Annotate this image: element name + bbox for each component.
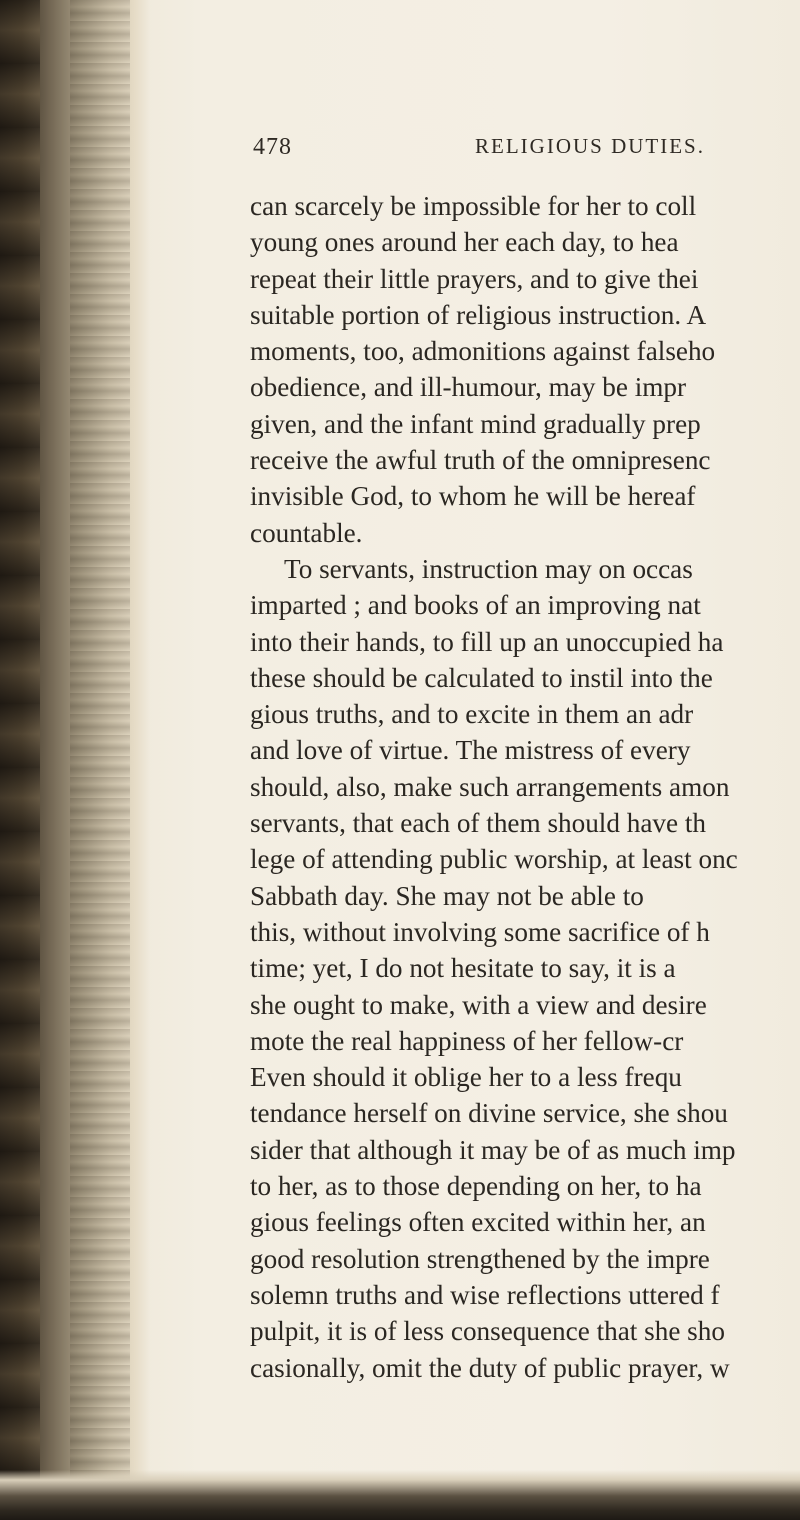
text-line: gious truths, and to excite in them an adr [250, 699, 694, 730]
text-line: given, and the infant mind gradually prep [250, 408, 701, 439]
text-line: casionally, omit the duty of public prayer, w [250, 1352, 730, 1383]
text-line: gious feelings often excited within her, an [250, 1207, 706, 1238]
page-number: 478 [253, 134, 292, 160]
text-line: servants, that each of them should have th [250, 808, 707, 839]
text-line: invisible God, to whom he will be hereaf [250, 481, 696, 512]
text-line-paragraph-start: To servants, instruction may on occas [284, 553, 693, 584]
text-line: Sabbath day. She may not be able to [250, 880, 644, 911]
page-bottom-edge [0, 1470, 800, 1520]
text-line: obedience, and ill-humour, may be impr [250, 372, 687, 403]
text-line: and love of virtue. The mistress of every [250, 735, 691, 766]
text-line: countable. [250, 517, 363, 548]
text-line: time; yet, I do not hesitate to say, it is a [250, 953, 676, 984]
text-line: repeat their little prayers, and to give thei [250, 263, 699, 294]
text-line: these should be calculated to instil into the [250, 662, 713, 693]
text-line: can scarcely be impossible for her to coll [250, 191, 697, 221]
text-line: imparted ; and books of an improving nat [250, 590, 701, 621]
text-line: lege of attending public worship, at least onc [250, 844, 738, 875]
text-line: into their hands, to fill up an unoccupied ha [250, 626, 724, 657]
text-line: sider that although it may be of as much imp [250, 1134, 736, 1165]
text-line: she ought to make, with a view and desire [250, 989, 707, 1020]
text-line: tendance herself on divine service, she shou [250, 1098, 728, 1129]
book-spine-binding [0, 0, 150, 1520]
text-line: this, without involving some sacrifice of h [250, 916, 710, 947]
running-head: RELIGIOUS DUTIES. [475, 134, 705, 158]
text-line: young ones around her each day, to hea [250, 227, 679, 258]
text-line: good resolution strengthened by the impre [250, 1243, 710, 1274]
text-line: receive the awful truth of the omnipresenc [250, 445, 711, 476]
text-line: to her, as to those depending on her, to ha [250, 1171, 702, 1202]
text-line: should, also, make such arrangements amon [250, 771, 730, 802]
page-header [253, 134, 800, 168]
text-line: pulpit, it is of less consequence that she sho [250, 1316, 725, 1347]
text-line: suitable portion of religious instruction. A [250, 299, 707, 330]
text-line: moments, too, admonitions against falseho [250, 336, 716, 367]
text-line: mote the real happiness of her fellow-cr [250, 1025, 684, 1056]
body-text [250, 188, 800, 1386]
text-line: solemn truths and wise reflections uttered f [250, 1279, 720, 1310]
text-line: Even should it oblige her to a less frequ [250, 1062, 682, 1093]
